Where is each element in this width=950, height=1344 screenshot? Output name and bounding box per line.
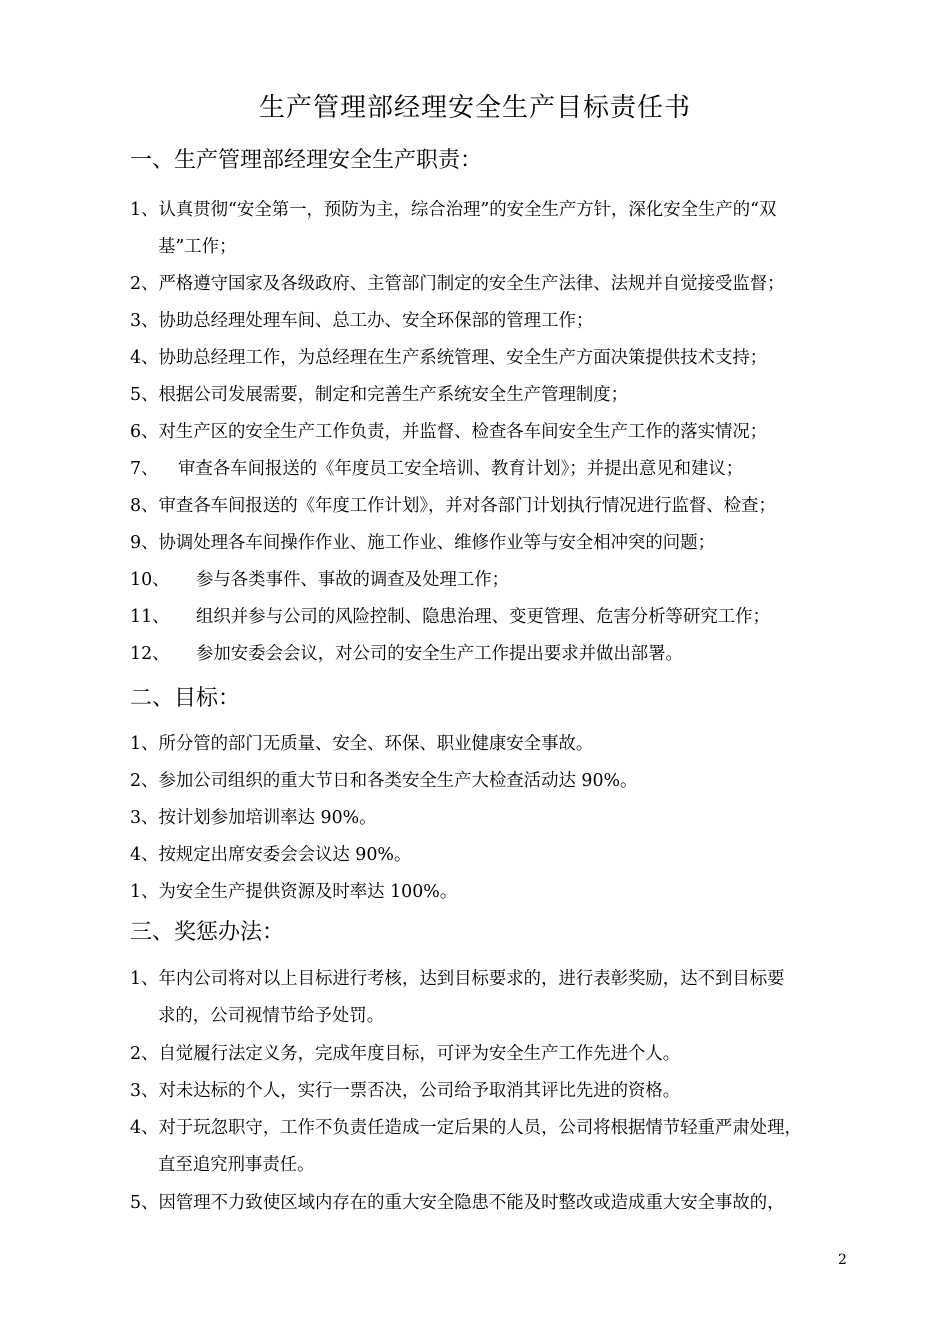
item-text-continued: 直至追究刑事责任。 xyxy=(158,1155,315,1175)
item-number: 12、 xyxy=(130,644,170,664)
item-text: 参加安委会会议，对公司的安全生产工作提出要求并做出部署。 xyxy=(196,644,683,664)
item-number: 7、 xyxy=(130,459,159,479)
list-item xyxy=(130,763,852,800)
item-text: 认真贯彻“安全第一，预防为主，综合治理”的安全生产方针，深化安全生产的“双 xyxy=(158,200,777,220)
item-text: 审查各车间报送的《年度工作计划》，并对各部门计划执行情况进行监督、检查； xyxy=(158,496,776,516)
item-text: 参加公司组织的重大节日和各类安全生产大检查活动达 90%。 xyxy=(158,771,638,791)
list-item xyxy=(130,1036,852,1073)
item-number: 5、 xyxy=(130,385,159,405)
item-number: 1、 xyxy=(130,734,159,754)
list-item xyxy=(130,837,852,874)
item-text: 对于玩忽职守，工作不负责任造成一定后果的人员，公司将根据情节轻重严肃处理， xyxy=(158,1118,802,1138)
page-title: 生产管理部经理安全生产目标责任书 xyxy=(258,93,691,123)
list-item xyxy=(130,266,852,303)
item-text: 为安全生产提供资源及时率达 100%。 xyxy=(158,882,458,902)
list-item xyxy=(130,340,852,377)
list-item xyxy=(130,488,852,525)
item-text: 协助总经理工作，为总经理在生产系统管理、安全生产方面决策提供技术支持； xyxy=(158,348,768,368)
list-item xyxy=(130,1110,852,1184)
list-item xyxy=(130,800,852,837)
section-heading-rewards-penalties: 三、奖惩办法： xyxy=(130,920,285,945)
section-heading-goals: 二、目标： xyxy=(130,686,241,711)
item-number: 4、 xyxy=(130,1118,159,1138)
item-number: 1、 xyxy=(130,882,159,902)
list-item xyxy=(130,377,852,414)
item-number: 11、 xyxy=(130,607,170,627)
item-text: 严格遵守国家及各级政府、主管部门制定的安全生产法律、法规并自觉接受监督； xyxy=(158,274,785,294)
item-number: 4、 xyxy=(130,845,159,865)
list-item xyxy=(130,303,852,340)
page-number: 2 xyxy=(838,1252,847,1268)
item-text: 自觉履行法定义务，完成年度目标，可评为安全生产工作先进个人。 xyxy=(158,1044,681,1064)
list-item xyxy=(130,1073,852,1110)
item-text: 因管理不力致使区域内存在的重大安全隐患不能及时整改或造成重大安全事故的， xyxy=(158,1193,785,1213)
item-number: 1、 xyxy=(130,969,159,989)
item-number: 2、 xyxy=(130,1044,159,1064)
item-text: 组织并参与公司的风险控制、隐患治理、变更管理、危害分析等研究工作； xyxy=(196,607,770,627)
list-item xyxy=(130,525,852,562)
list-item xyxy=(130,599,852,636)
item-text: 审查各车间报送的《年度员工安全培训、教育计划》；并提出意见和建议； xyxy=(178,459,744,479)
item-text: 按规定出席安委会会议达 90%。 xyxy=(158,845,412,865)
item-number: 3、 xyxy=(130,808,159,828)
item-text: 年内公司将对以上目标进行考核，达到目标要求的，进行表彰奖励，达不到目标要 xyxy=(158,969,785,989)
list-item xyxy=(130,562,852,599)
item-number: 8、 xyxy=(130,496,159,516)
item-text-continued: 基”工作； xyxy=(158,237,237,257)
item-text: 根据公司发展需要，制定和完善生产系统安全生产管理制度； xyxy=(158,385,629,405)
item-text: 协调处理各车间操作作业、施工作业、维修作业等与安全相冲突的问题； xyxy=(158,533,715,553)
section-heading-duties: 一、生产管理部经理安全生产职责： xyxy=(130,148,483,173)
list-item xyxy=(130,874,852,911)
list-item xyxy=(130,451,852,488)
item-text: 对生产区的安全生产工作负责，并监督、检查各车间安全生产工作的落实情况； xyxy=(158,422,768,442)
item-number: 10、 xyxy=(130,570,170,590)
item-text-continued: 求的，公司视情节给予处罚。 xyxy=(158,1006,385,1026)
list-item xyxy=(130,192,852,266)
item-number: 1、 xyxy=(130,200,159,220)
list-item xyxy=(130,414,852,451)
item-text: 按计划参加培训率达 90%。 xyxy=(158,808,377,828)
item-number: 2、 xyxy=(130,274,159,294)
item-number: 4、 xyxy=(130,348,159,368)
item-number: 3、 xyxy=(130,1081,159,1101)
list-item xyxy=(130,961,852,1035)
item-text: 所分管的部门无质量、安全、环保、职业健康安全事故。 xyxy=(158,734,594,754)
item-text: 对未达标的个人，实行一票否决，公司给予取消其评比先进的资格。 xyxy=(158,1081,681,1101)
item-text: 协助总经理处理车间、总工办、安全环保部的管理工作； xyxy=(158,311,594,331)
item-text: 参与各类事件、事故的调查及处理工作； xyxy=(196,570,510,590)
list-item xyxy=(130,636,852,673)
item-number: 3、 xyxy=(130,311,159,331)
item-number: 5、 xyxy=(130,1193,159,1213)
item-number: 6、 xyxy=(130,422,159,442)
item-number: 2、 xyxy=(130,771,159,791)
list-item xyxy=(130,1185,852,1222)
list-item xyxy=(130,726,852,763)
item-number: 9、 xyxy=(130,533,159,553)
